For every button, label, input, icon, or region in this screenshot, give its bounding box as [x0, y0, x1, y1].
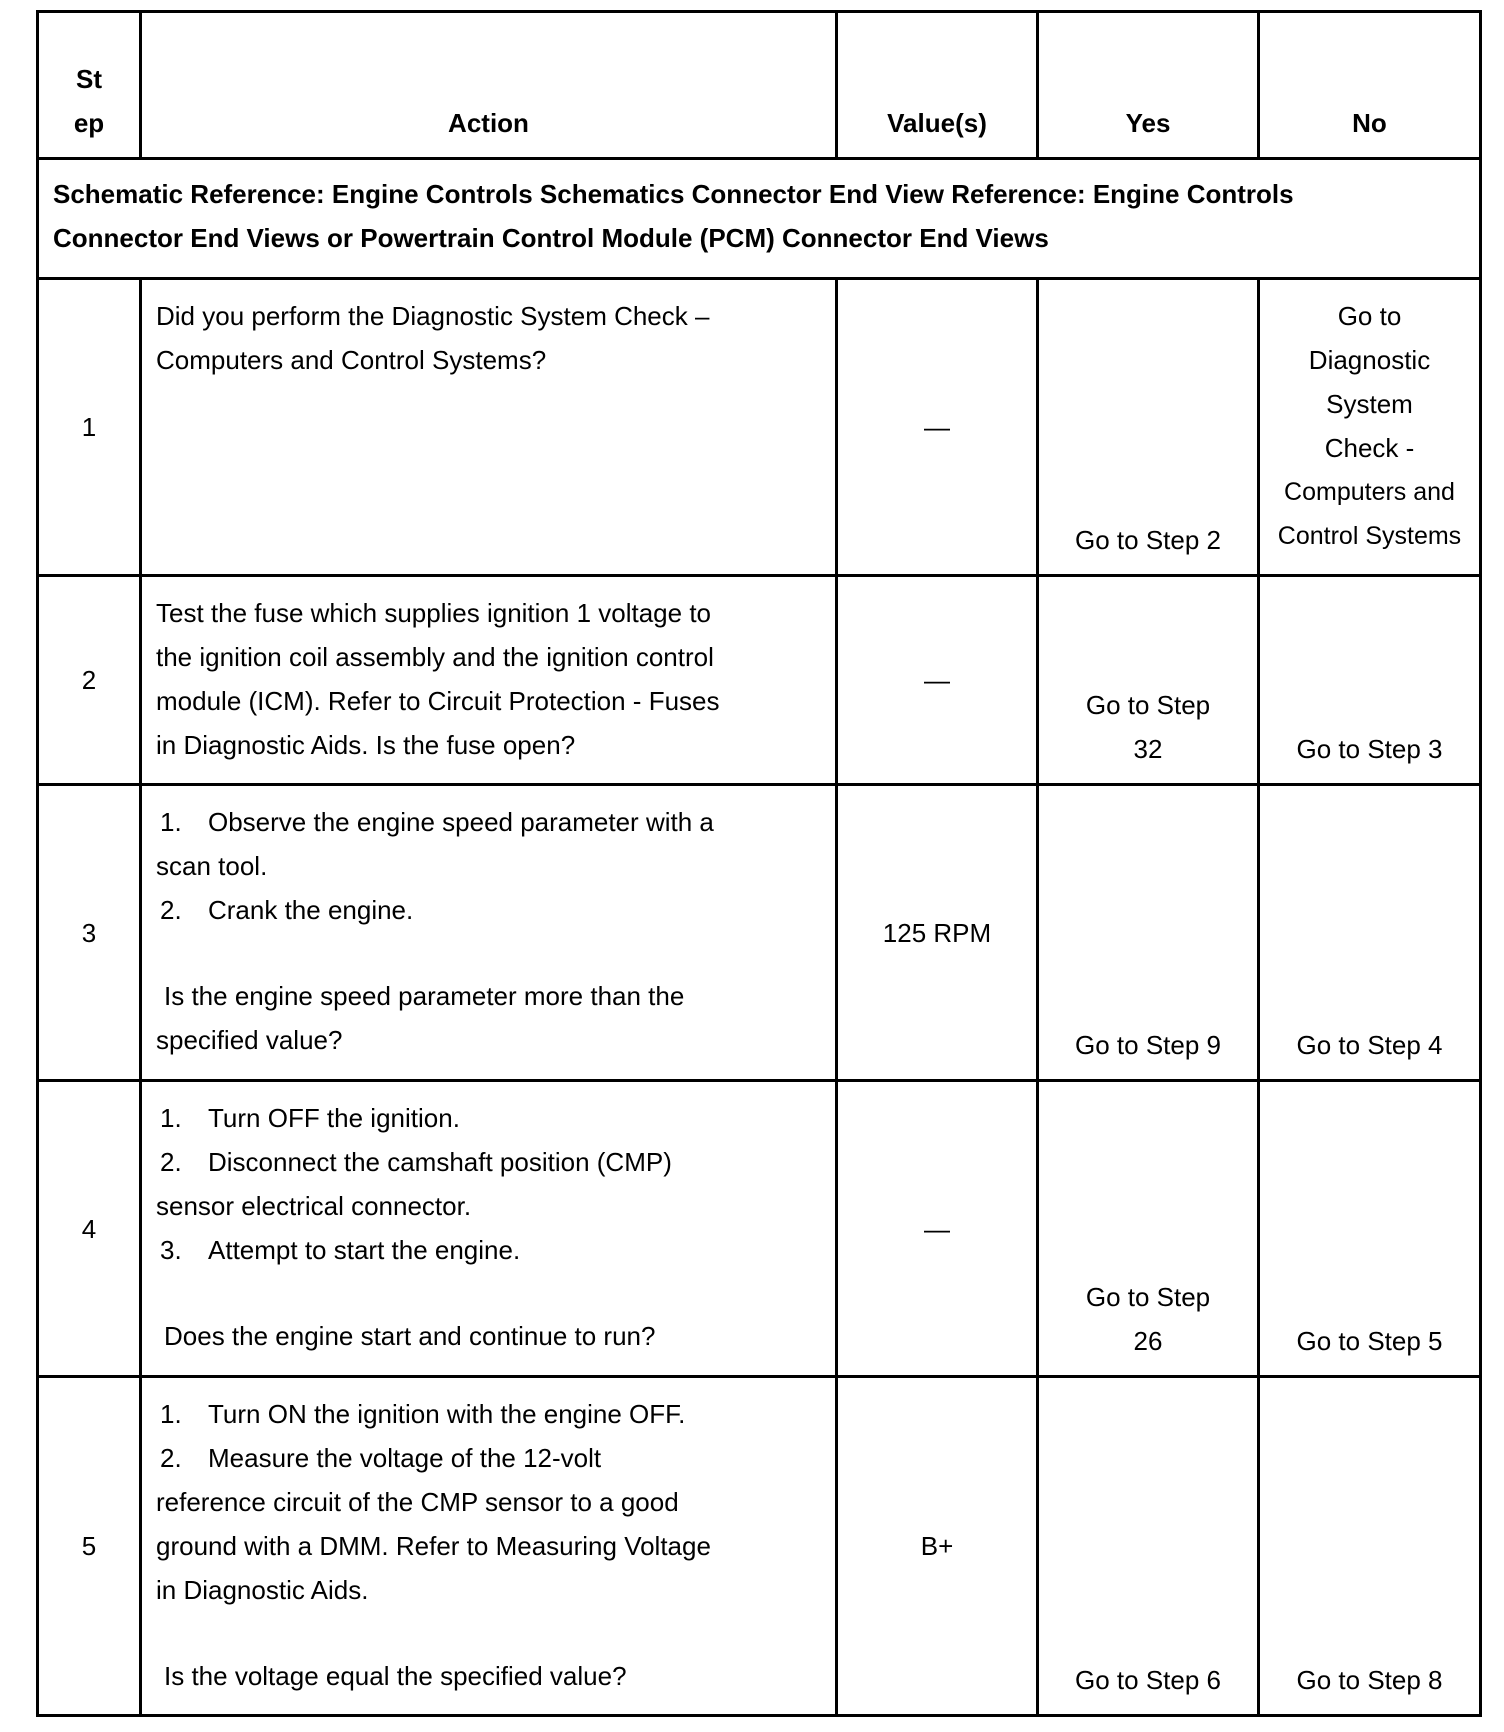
action-line: the ignition coil assembly and the ignition control [156, 642, 714, 672]
reference-row [38, 159, 1481, 279]
item-number: 2. [160, 1443, 182, 1473]
step-yes: Go to Step 6 [1038, 1377, 1259, 1716]
item-continuation: in Diagnostic Aids. [156, 1575, 369, 1605]
no-line: Go to [1337, 301, 1402, 331]
step-value: 125 RPM [837, 785, 1038, 1081]
question-line: Does the engine start and continue to run? [164, 1321, 656, 1351]
question-line: specified value? [156, 1025, 343, 1055]
no-line: Diagnostic [1308, 345, 1431, 375]
question-line: Is the voltage equal the specified value? [164, 1661, 627, 1691]
item-continuation: scan tool. [156, 851, 268, 881]
step-action [141, 576, 837, 785]
schematic-reference [38, 159, 1481, 279]
table-row [38, 785, 1481, 1081]
header-step-line2: ep [73, 108, 105, 138]
step-no: Go to Step 5 [1259, 1081, 1481, 1377]
list-item [156, 1228, 821, 1272]
yes-line: Go to Step [1085, 690, 1211, 720]
step-yes [1038, 576, 1259, 785]
action-line: in Diagnostic Aids. Is the fuse open? [156, 730, 576, 760]
step-value: — [837, 1081, 1038, 1377]
step-action [141, 1081, 837, 1377]
question-line: Is the engine speed parameter more than the [164, 981, 685, 1011]
step-no: Go to Step 4 [1259, 785, 1481, 1081]
step-yes [1038, 1081, 1259, 1377]
list-item [156, 1436, 821, 1480]
header-row [38, 12, 1481, 159]
table-row [38, 279, 1481, 576]
item-number: 3. [160, 1235, 182, 1265]
reference-line-2: Connector End Views or Powertrain Control Module (PCM) Connector End Views [53, 223, 1049, 253]
item-text: Attempt to start the engine. [208, 1235, 521, 1265]
item-text: Turn OFF the ignition. [208, 1103, 460, 1133]
step-value: B+ [837, 1377, 1038, 1716]
diagnostic-table [36, 10, 1482, 1717]
item-continuation: ground with a DMM. Refer to Measuring Voltage [156, 1531, 711, 1561]
step-no [1259, 279, 1481, 576]
item-text: Crank the engine. [208, 895, 414, 925]
item-text: Observe the engine speed parameter with a [208, 807, 714, 837]
list-item [156, 1392, 821, 1436]
item-text: Measure the voltage of the 12-volt [208, 1443, 602, 1473]
step-action [141, 279, 837, 576]
step-number: 1 [38, 279, 141, 576]
step-value: — [837, 576, 1038, 785]
item-number: 1. [160, 1399, 182, 1429]
action-line: Computers and Control Systems? [156, 345, 547, 375]
item-continuation: sensor electrical connector. [156, 1191, 472, 1221]
table-row [38, 1081, 1481, 1377]
list-item [156, 1140, 821, 1184]
table-row [38, 1377, 1481, 1716]
step-value: — [837, 279, 1038, 576]
step-number: 2 [38, 576, 141, 785]
item-number: 2. [160, 1147, 182, 1177]
item-number: 1. [160, 807, 182, 837]
item-text: Turn ON the ignition with the engine OFF. [208, 1399, 686, 1429]
list-item [156, 1096, 821, 1140]
action-line: Did you perform the Diagnostic System Check – [156, 301, 710, 331]
step-no: Go to Step 3 [1259, 576, 1481, 785]
step-number: 5 [38, 1377, 141, 1716]
step-action [141, 785, 837, 1081]
step-yes: Go to Step 9 [1038, 785, 1259, 1081]
yes-line: Go to Step [1085, 1282, 1211, 1312]
list-item [156, 888, 821, 932]
step-action [141, 1377, 837, 1716]
item-text: Disconnect the camshaft position (CMP) [208, 1147, 672, 1177]
step-no: Go to Step 8 [1259, 1377, 1481, 1716]
no-line: Control Systems [1277, 522, 1462, 550]
header-action: Action [141, 12, 837, 159]
action-line: Test the fuse which supplies ignition 1 voltage to [156, 598, 712, 628]
list-item [156, 800, 821, 844]
table-row [38, 576, 1481, 785]
no-line: Check - [1324, 433, 1415, 463]
step-number: 3 [38, 785, 141, 1081]
item-number: 2. [160, 895, 182, 925]
action-line: module (ICM). Refer to Circuit Protection - Fuses [156, 686, 720, 716]
item-number: 1. [160, 1103, 182, 1133]
step-number: 4 [38, 1081, 141, 1377]
item-continuation: reference circuit of the CMP sensor to a good [156, 1487, 679, 1517]
header-step-line1: St [76, 64, 102, 94]
header-step [38, 12, 141, 159]
header-values: Value(s) [837, 12, 1038, 159]
reference-line-1: Schematic Reference: Engine Controls Schematics Connector End View Reference: Engine Controls [53, 179, 1294, 209]
no-line: System [1326, 389, 1413, 419]
no-line: Computers and [1284, 478, 1455, 506]
step-yes: Go to Step 2 [1038, 279, 1259, 576]
header-no: No [1259, 12, 1481, 159]
header-yes: Yes [1038, 12, 1259, 159]
yes-line: 32 [1133, 734, 1163, 764]
yes-line: 26 [1133, 1326, 1163, 1356]
